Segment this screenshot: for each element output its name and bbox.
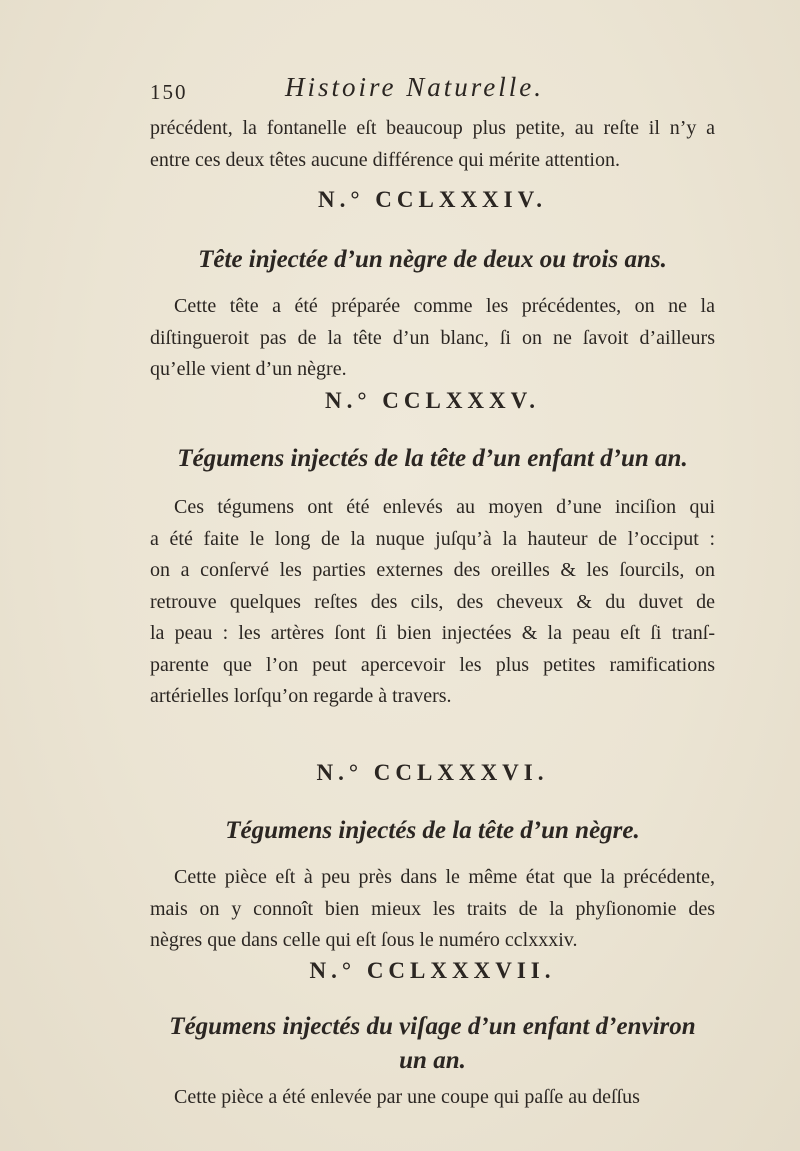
text-line: entre ces deux têtes aucune différence qui mérite attention. bbox=[150, 148, 620, 171]
text-line: parente que l’on peut apercevoir les plus petites ramifications bbox=[150, 653, 715, 676]
intro-paragraph bbox=[150, 113, 715, 176]
entry-title bbox=[150, 243, 715, 277]
text-line: Ces tégumens ont été enlevés au moyen d’une inciſion qui bbox=[174, 496, 715, 518]
text-line: Cette pièce eſt à peu près dans le même état que la précédente, bbox=[174, 866, 715, 888]
text-line: précédent, la fontanelle eſt beaucoup plus petite, au reſte il n’y a bbox=[150, 117, 715, 139]
text-line: Cette tête a été préparée comme les précédentes, on ne la bbox=[174, 295, 715, 317]
text-line: qu’elle vient d’un nègre. bbox=[150, 358, 347, 380]
text-line: retrouve quelques reſtes des cils, des cheveux & du duvet de bbox=[150, 590, 715, 613]
entry-title bbox=[150, 814, 715, 848]
title-line: Tégumens injectés de la tête d’un nègre. bbox=[225, 817, 640, 844]
entry-body bbox=[150, 862, 715, 957]
title-line: Tégumens injectés du viſage d’un enfant d’environ bbox=[169, 1013, 696, 1040]
text-line: nègres que dans celle qui eſt ſous le numéro cclxxxiv. bbox=[150, 929, 578, 951]
text-line: diſtingueroit pas de la tête d’un blanc, ſi on ne ſavoit d’ailleurs bbox=[150, 326, 715, 349]
entry-title bbox=[150, 1010, 715, 1078]
entry-number: N.° CCLXXXV. bbox=[324, 388, 541, 413]
title-line: Tégumens injectés de la tête d’un enfant d’un an. bbox=[177, 445, 688, 472]
text-line: a été faite le long de la nuque juſqu’à la hauteur de l’occiput : bbox=[150, 527, 715, 550]
entry-body bbox=[150, 1082, 715, 1114]
text-line: la peau : les artères ſont ſi bien injectées & la peau eſt ſi tranſ- bbox=[150, 622, 715, 644]
running-head: Histoire Naturelle. bbox=[285, 72, 544, 102]
entry-number: N.° CCLXXXVI. bbox=[316, 760, 549, 785]
page-header bbox=[150, 72, 710, 108]
entry-body bbox=[150, 492, 715, 713]
entry-number: N.° CCLXXXVII. bbox=[309, 958, 556, 983]
text-line: on a conſervé les parties externes des oreilles & les ſourcils, on bbox=[150, 559, 715, 581]
entry-number: N.° CCLXXXIV. bbox=[317, 187, 548, 212]
entry-body bbox=[150, 291, 715, 386]
title-line: un an. bbox=[399, 1047, 466, 1074]
text-line: Cette pièce a été enlevée par une coupe qui paſſe au deſſus bbox=[174, 1086, 640, 1108]
text-line: artérielles lorſqu’on regarde à travers. bbox=[150, 685, 452, 707]
title-line: Tête injectée d’un nègre de deux ou trois ans. bbox=[198, 246, 667, 273]
text-line: mais on y connoît bien mieux les traits de la phyſionomie des bbox=[150, 897, 715, 920]
entry-title bbox=[150, 442, 715, 476]
page-number: 150 bbox=[150, 80, 188, 104]
